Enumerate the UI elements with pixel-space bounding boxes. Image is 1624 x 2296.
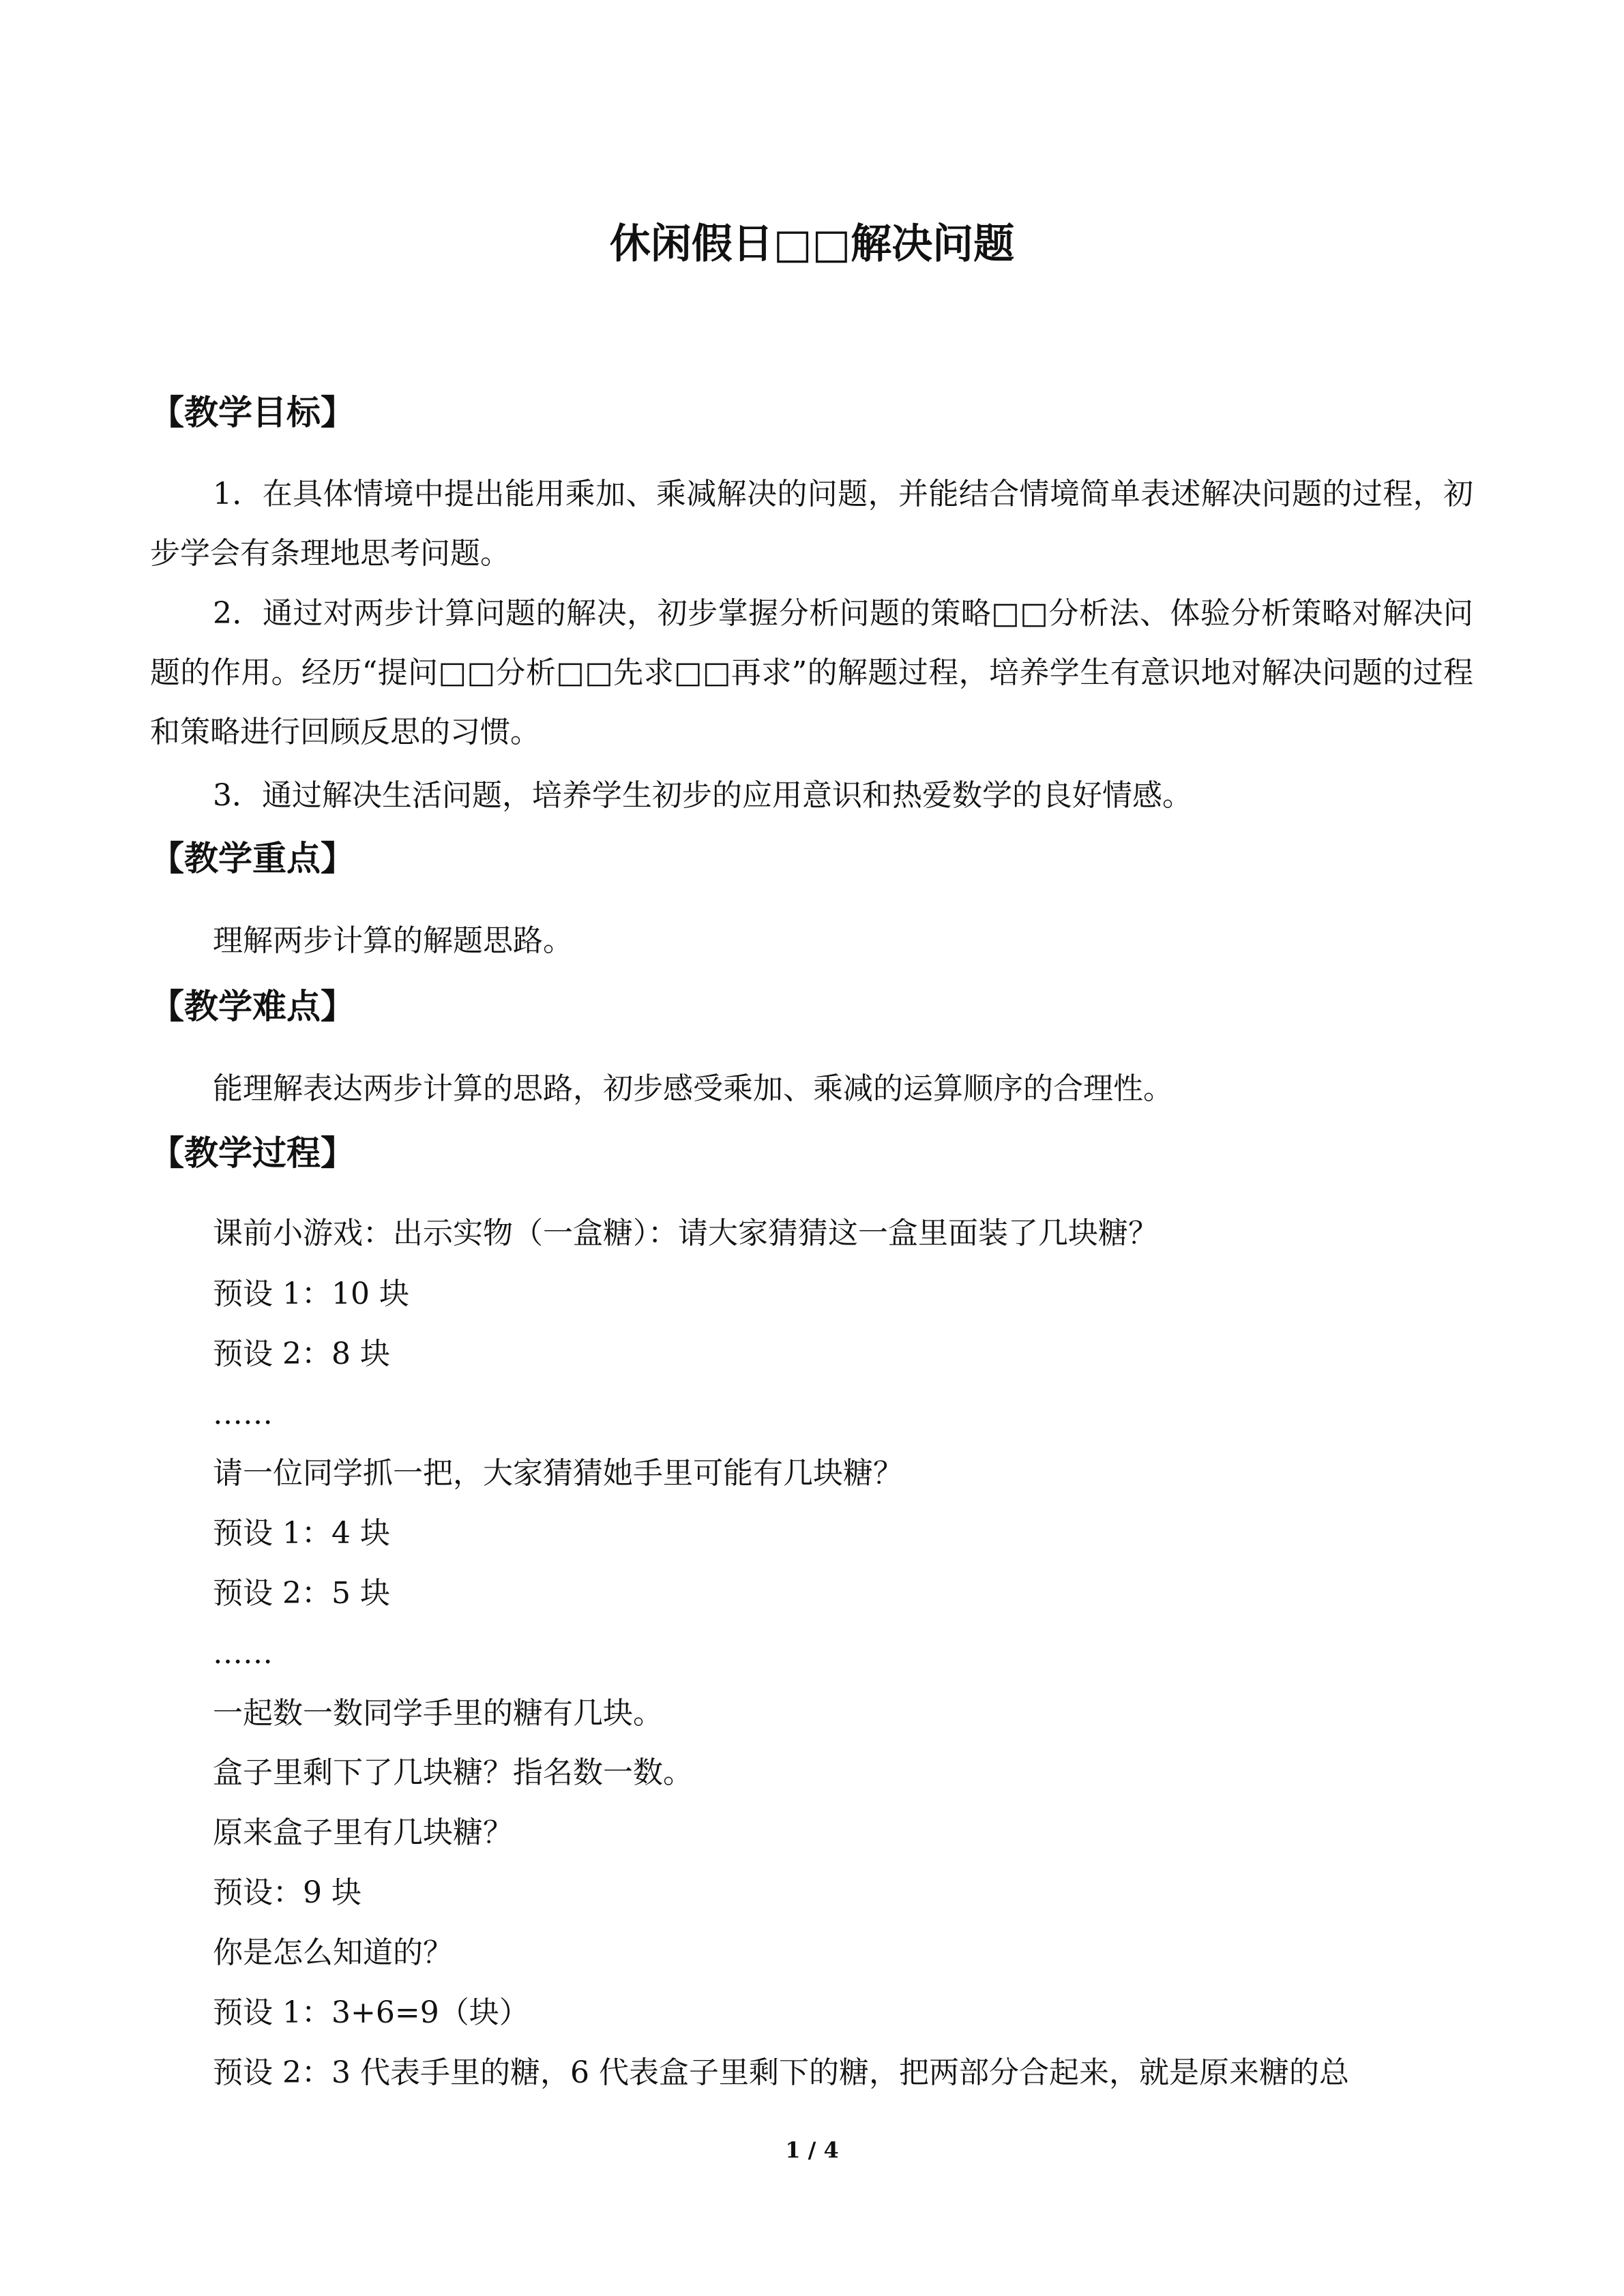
key-point-text: 理解两步计算的解题思路。 (213, 923, 573, 958)
process-line: 盒子里剩下了几块糖？指名数一数。 (213, 1755, 693, 1790)
process-line: 预设：9 块 (213, 1875, 361, 1910)
process-line: 预设 2：5 块 (213, 1576, 390, 1611)
process-line: 预设 2：8 块 (213, 1337, 390, 1371)
process-line: 请一位同学抓一把，大家猜猜她手里可能有几块糖？ (213, 1456, 903, 1491)
process-line: 一起数一数同学手里的糖有几块。 (213, 1696, 663, 1731)
difficulty-text: 能理解表达两步计算的思路，初步感受乘加、乘减的运算顺序的合理性。 (213, 1071, 1173, 1106)
process-heading: 【教学过程】 (150, 1133, 355, 1173)
process-line: 预设 1：4 块 (213, 1516, 390, 1551)
process-line: 你是怎么知道的？ (213, 1935, 453, 1970)
process-line: 预设 1：10 块 (213, 1277, 409, 1311)
difficulty-heading: 【教学难点】 (150, 987, 355, 1026)
objectives-heading: 【教学目标】 (150, 393, 355, 432)
page-number: 1 / 4 (785, 2137, 839, 2163)
process-line: 课前小游戏：出示实物（一盒糖）：请大家猜猜这一盒里面装了几块糖？ (213, 1216, 1158, 1251)
page-title: 休闲假日□□解决问题 (609, 220, 1015, 268)
objective-item: 1．在具体情境中提出能用乘加、乘减解决的问题，并能结合情境简单表述解决问题的过程，初步学会有条理地思考问题。 (150, 477, 1473, 571)
process-line: …… (213, 1397, 273, 1431)
objective-item: 2．通过对两步计算问题的解决，初步掌握分析问题的策略□□分析法、体验分析策略对解决问题的作用。经历“提问□□分析□□先求□□再求”的解题过程，培养学生有意识地对解决问题的过程和策略进行回顾反思的习惯。 (150, 596, 1473, 749)
process-line: 原来盒子里有几块糖？ (213, 1815, 513, 1850)
process-line: 预设 1：3+6=9（块） (213, 1995, 529, 2030)
process-line: …… (213, 1636, 273, 1671)
key-point-heading: 【教学重点】 (150, 839, 355, 878)
process-line: 预设 2：3 代表手里的糖，6 代表盒子里剩下的糖，把两部分合起来，就是原来糖的总 (213, 2055, 1349, 2090)
objective-item: 3．通过解决生活问题，培养学生初步的应用意识和热爱数学的良好情感。 (213, 778, 1192, 813)
